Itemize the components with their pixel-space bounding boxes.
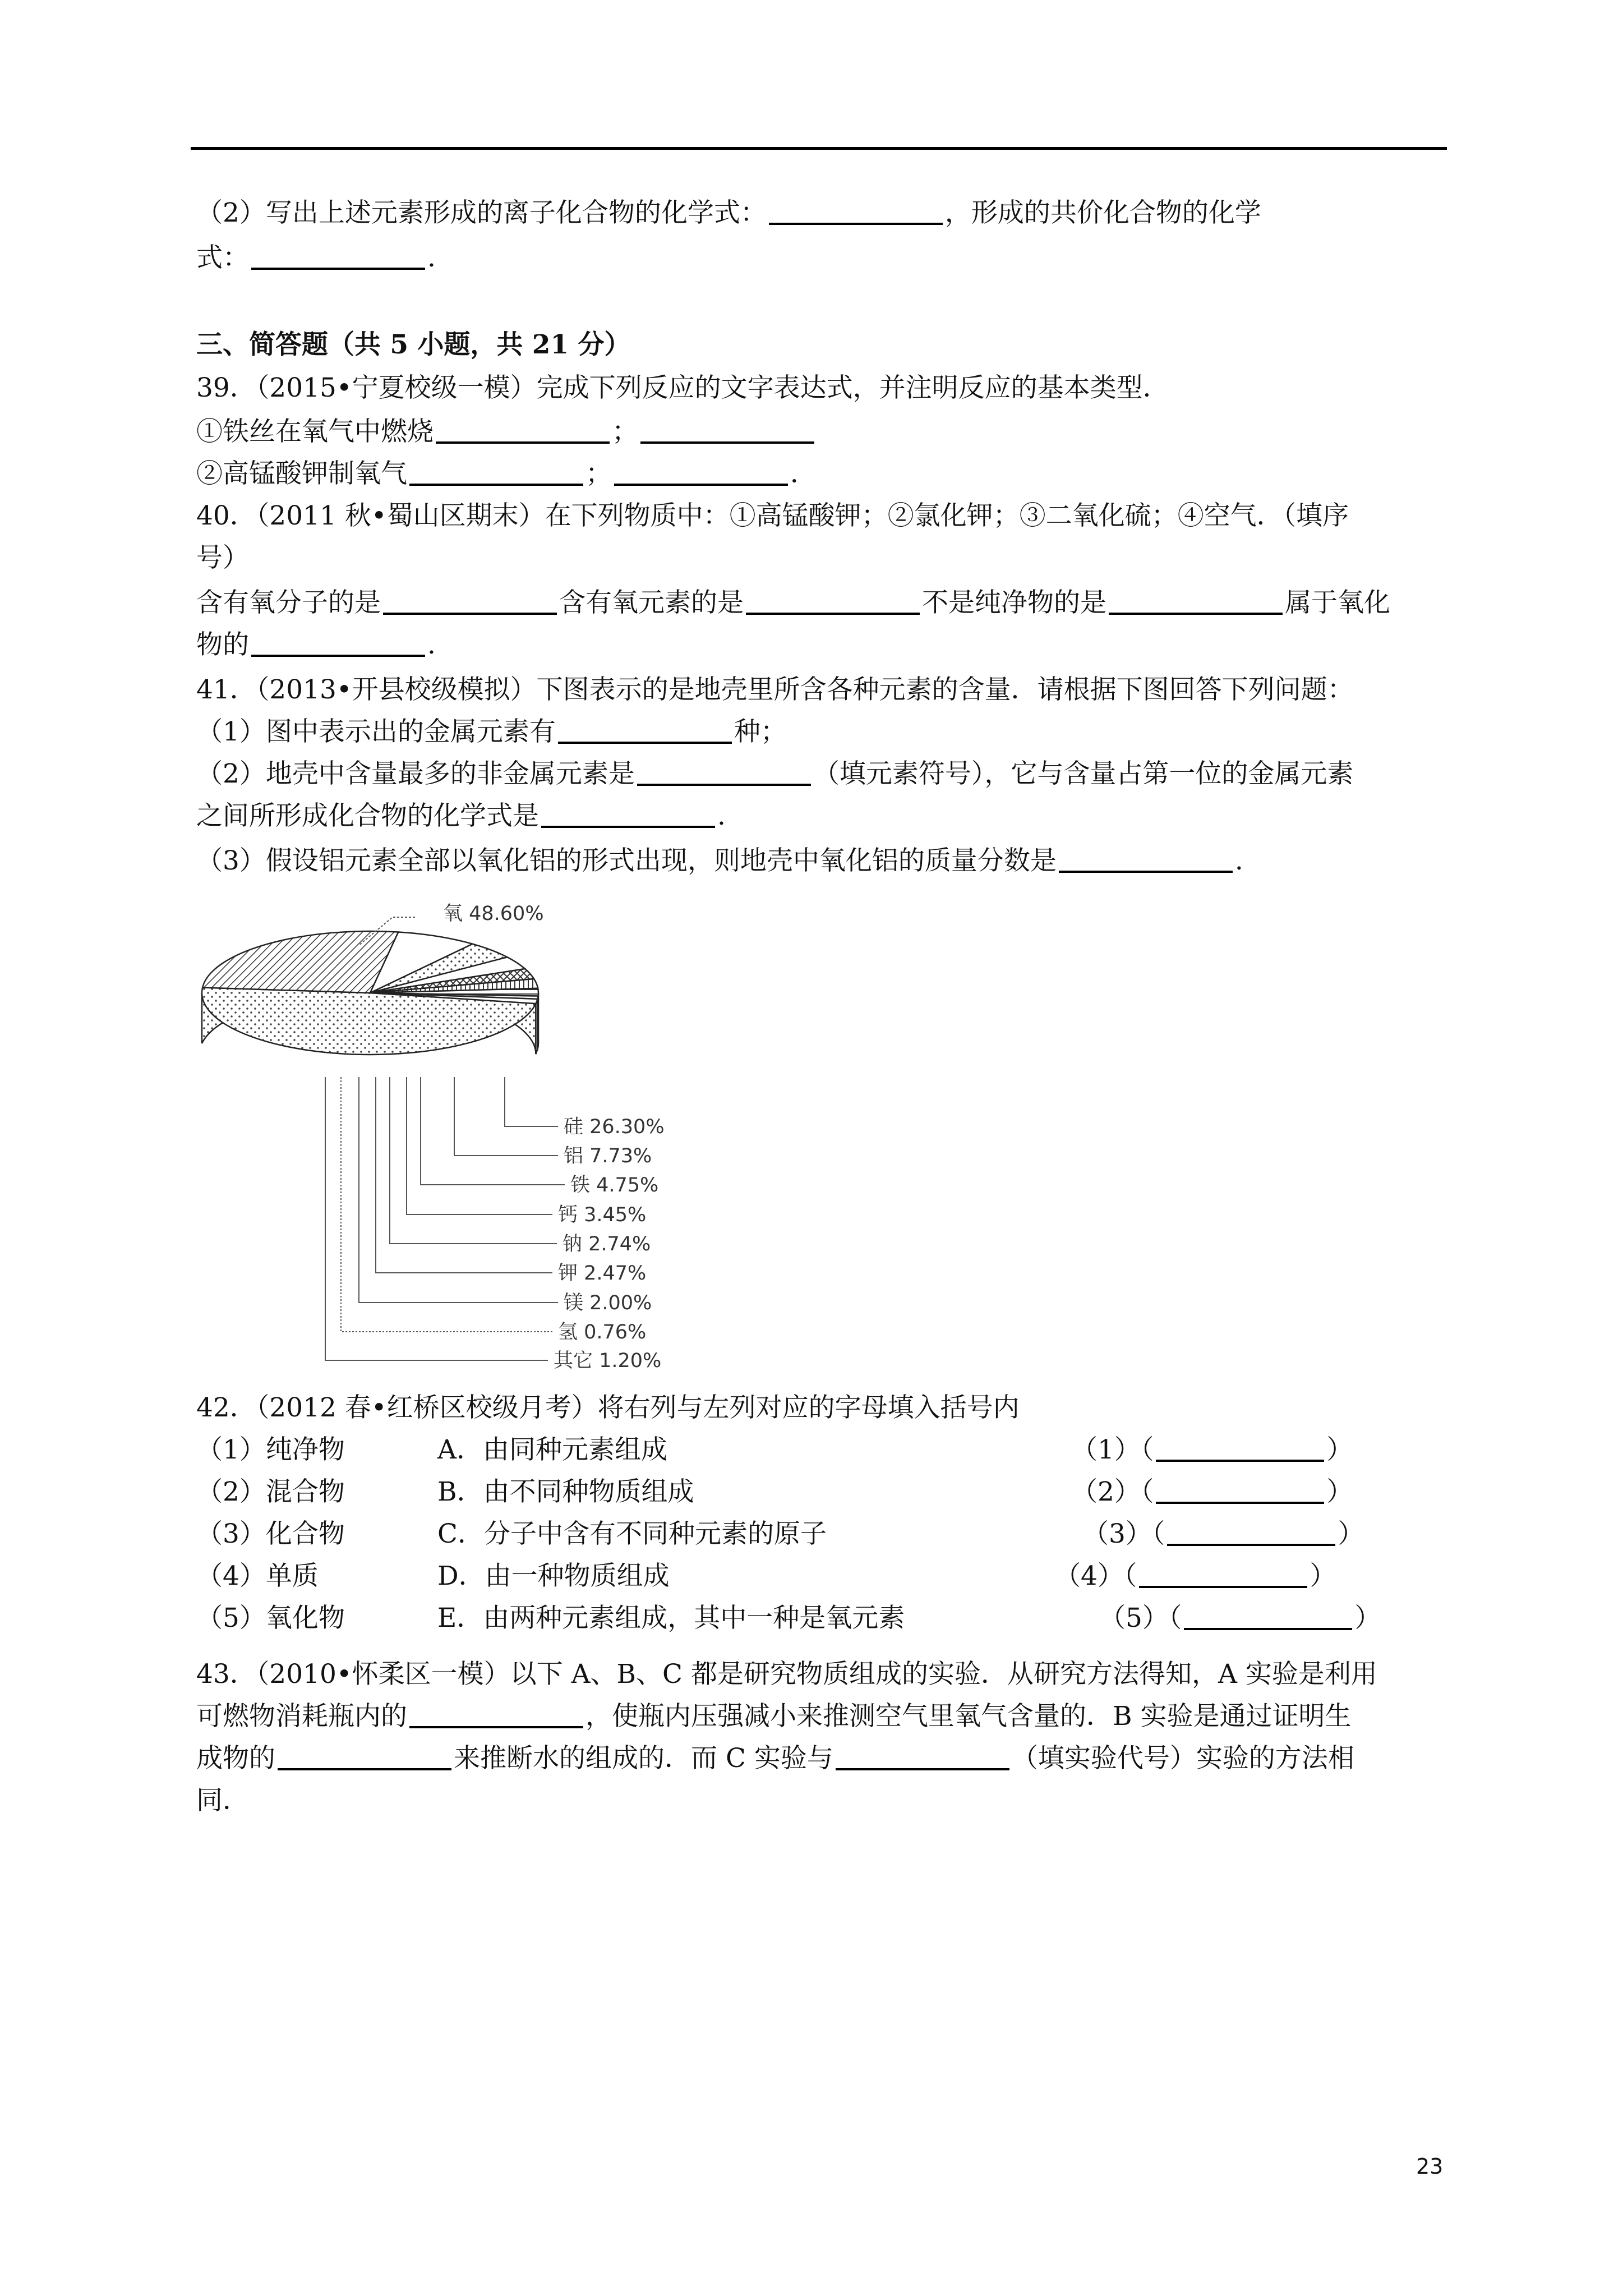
pie-label-硅: 硅 26.30% (564, 1116, 665, 1138)
q42-row (196, 1433, 1353, 1467)
prev-q2-text: （2）写出上述元素形成的离子化合物的化学式： (196, 197, 767, 228)
period: . (717, 800, 726, 831)
q42-answer-slot (1099, 1602, 1381, 1635)
q43-line4: 同． (196, 1785, 249, 1816)
separator: ； (585, 458, 612, 489)
q42-answer-slot (1071, 1475, 1353, 1509)
answer-blank[interactable] (409, 1701, 583, 1728)
answer-blank[interactable] (1139, 1561, 1307, 1588)
q42-answer-open: （3）（ (1082, 1519, 1165, 1549)
header-rule (191, 147, 1447, 150)
q42-answer-open: （4）（ (1054, 1561, 1137, 1591)
q40-text: 不是纯净物的是 (922, 587, 1106, 618)
leader-line-镁 (359, 1077, 558, 1303)
q43-text: ，使瓶内压强减小来推测空气里氧气含量的．B 实验是通过证明生 (585, 1701, 1352, 1732)
section-title: 三、简答题（共 5 小题，共 21 分） (196, 329, 631, 360)
q42-answer-slot (1082, 1517, 1364, 1551)
q41-sub2-cont (196, 799, 726, 833)
answer-blank[interactable] (251, 243, 425, 270)
q41-text: 种； (734, 716, 787, 747)
q42-answer-slot (1054, 1559, 1336, 1593)
q41-sub2 (196, 757, 1353, 791)
pie-label-钾: 钾 2.47% (558, 1262, 647, 1285)
period: . (1234, 845, 1243, 876)
q40-last-line (196, 628, 436, 662)
q43-text: （填实验代号）实验的方法相 (1011, 1743, 1354, 1774)
answer-blank[interactable] (1156, 1435, 1324, 1462)
leader-line-铝 (454, 1077, 558, 1156)
pie-label-氧: 氧 48.60% (443, 903, 544, 925)
period: ． (790, 458, 817, 489)
q42-answer-close: ） (1338, 1519, 1364, 1549)
q40-blanks-line (196, 586, 1390, 620)
pie-label-氢: 氢 0.76% (558, 1321, 647, 1343)
answer-blank[interactable] (1167, 1519, 1335, 1546)
q42-definition: D．由一种物质组成 (437, 1561, 670, 1591)
pie-label-其它: 其它 1.20% (554, 1350, 662, 1372)
q39-stem: 39．（2015•宁夏校级一模）完成下列反应的文字表达式，并注明反应的基本类型． (196, 372, 1169, 403)
q40-text: 属于氧化 (1285, 587, 1390, 618)
q42-definition: B．由不同种物质组成 (437, 1476, 694, 1507)
q43-line3 (196, 1742, 1354, 1775)
leader-line-铁 (421, 1077, 565, 1185)
q42-answer-close: ） (1354, 1603, 1381, 1634)
answer-blank[interactable] (1156, 1477, 1324, 1504)
answer-blank[interactable] (383, 588, 557, 615)
q41-text: 之间所形成化合物的化学式是 (196, 800, 539, 831)
q42-answer-open: （1）（ (1071, 1434, 1154, 1465)
answer-blank[interactable] (1184, 1603, 1352, 1630)
q42-row (196, 1559, 1336, 1593)
q42-left-term: （2）混合物 (196, 1476, 345, 1507)
answer-blank[interactable] (640, 417, 814, 444)
pie-label-钙: 钙 3.45% (558, 1204, 647, 1226)
prev-q2-text-4: . (427, 242, 436, 273)
answer-blank[interactable] (769, 198, 943, 225)
q43-line1: 43．（2010•怀柔区一模）以下 A、B、C 都是研究物质组成的实验．从研究方法得知，A 实验是利用 (196, 1659, 1377, 1690)
q41-text: （1）图中表示出的金属元素有 (196, 716, 556, 747)
prev-q2-text-3: 式： (196, 242, 249, 273)
q42-left-term: （3）化合物 (196, 1519, 345, 1549)
answer-blank[interactable] (746, 588, 920, 615)
pie-label-钠: 钠 2.74% (562, 1233, 651, 1255)
q42-row (196, 1475, 1353, 1509)
answer-blank[interactable] (637, 759, 811, 786)
q41-text: （填元素符号），它与含量占第一位的金属元素 (813, 758, 1354, 789)
q41-text: （2）地壳中含量最多的非金属元素是 (196, 758, 635, 789)
answer-blank[interactable] (836, 1743, 1009, 1770)
answer-blank[interactable] (1059, 846, 1233, 873)
prev-q2-line2 (196, 241, 436, 275)
q43-text: 来推断水的组成的．而 C 实验与 (454, 1743, 833, 1774)
pie-label-铁: 铁 4.75% (570, 1174, 659, 1197)
q41-sub1 (196, 715, 787, 749)
q42-definition: A．由同种元素组成 (437, 1434, 667, 1465)
crust-elements-pie-chart (191, 889, 695, 1383)
q42-row (196, 1517, 1364, 1551)
page-number: 23 (1416, 2154, 1444, 2179)
q43-line2 (196, 1700, 1351, 1733)
leader-line-钠 (390, 1077, 557, 1244)
pie-slice-硅 (202, 931, 398, 993)
answer-blank[interactable] (614, 459, 788, 486)
answer-blank[interactable] (1109, 588, 1283, 615)
leader-line-钙 (407, 1077, 552, 1214)
leader-line-氢 (341, 1077, 552, 1332)
pie-label-铝: 铝 7.73% (564, 1145, 652, 1167)
q41-stem: 41．（2013•开县校级模拟）下图表示的是地壳里所含各种元素的含量．请根据下图回答下列问题： (196, 674, 1354, 705)
q42-definition: E．由两种元素组成，其中一种是氧元素 (437, 1603, 905, 1634)
q43-text: 成物的 (196, 1743, 275, 1774)
q42-row (196, 1602, 1381, 1635)
q39-item1 (196, 415, 817, 449)
answer-blank[interactable] (251, 630, 425, 657)
q42-answer-slot (1071, 1433, 1353, 1467)
pie-top-slices (202, 931, 538, 1055)
answer-blank[interactable] (558, 717, 732, 744)
q42-answer-open: （5）（ (1099, 1603, 1182, 1634)
answer-blank[interactable] (278, 1743, 451, 1770)
q39-item2 (196, 457, 817, 491)
q39-item2-text: ②高锰酸钾制氧气 (196, 458, 407, 489)
q42-left-term: （1）纯净物 (196, 1434, 345, 1465)
q40-text: 含有氧元素的是 (559, 587, 744, 618)
q42-left-term: （4）单质 (196, 1561, 319, 1591)
q42-answer-close: ） (1310, 1561, 1336, 1591)
q41-text: （3）假设铝元素全部以氧化铝的形式出现，则地壳中氧化铝的质量分数是 (196, 845, 1057, 876)
separator: ； (612, 416, 638, 447)
prev-q2-text-2: ，形成的共价化合物的化学 (944, 197, 1261, 228)
q40-stem: 40．（2011 秋•蜀山区期末）在下列物质中：①高锰酸钾；②氯化钾；③二氧化硫；④空气．（填序 (196, 500, 1349, 531)
answer-blank[interactable] (436, 417, 610, 444)
q42-definition: C．分子中含有不同种元素的原子 (437, 1519, 827, 1549)
q42-left-term: （5）氧化物 (196, 1603, 345, 1634)
answer-blank[interactable] (409, 459, 583, 486)
prev-q2-line1 (196, 196, 1261, 230)
q40-text: 含有氧分子的是 (196, 587, 381, 618)
q42-answer-close: ） (1326, 1476, 1353, 1507)
q40-text: 物的 (196, 629, 249, 660)
q42-stem: 42．（2012 春•红桥区校级月考）将右列与左列对应的字母填入括号内 (196, 1392, 1020, 1423)
leader-line-硅 (505, 1077, 558, 1126)
q43-text: 可燃物消耗瓶内的 (196, 1701, 407, 1732)
answer-blank[interactable] (541, 801, 715, 828)
q39-item1-text: ①铁丝在氧气中燃烧 (196, 416, 434, 447)
q40-stem-2: 号） (196, 542, 249, 573)
q42-answer-open: （2）（ (1071, 1476, 1154, 1507)
period: . (427, 629, 436, 660)
pie-slice-side-其它 (536, 999, 537, 1054)
q42-answer-close: ） (1326, 1434, 1353, 1465)
q41-sub3 (196, 844, 1243, 878)
pie-label-镁: 镁 2.00% (564, 1292, 652, 1314)
